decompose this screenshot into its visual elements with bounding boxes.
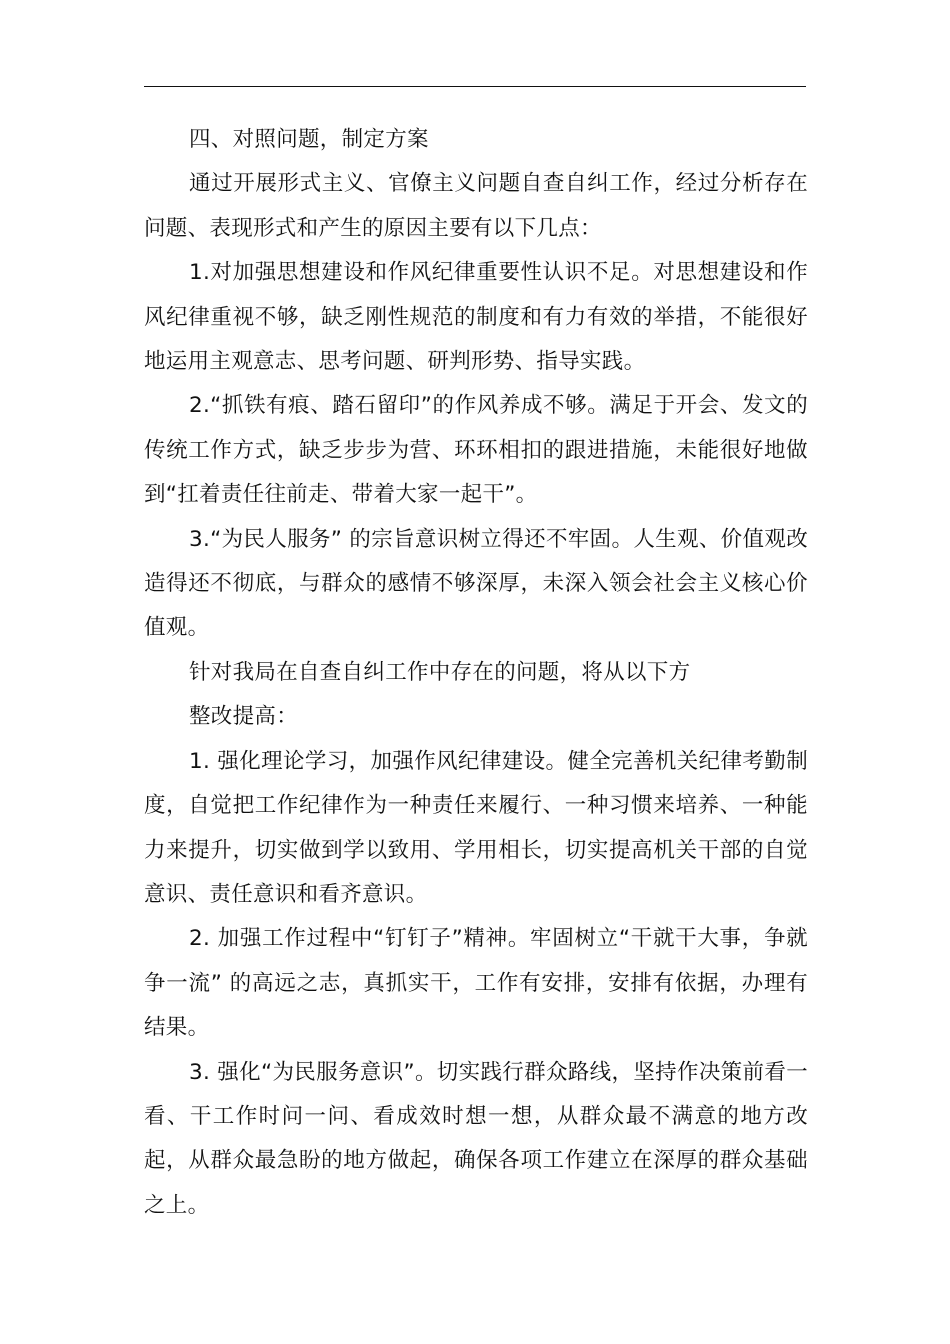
rectification-intro-paragraph: 针对我局在自查自纠工作中存在的问题，将从以下方 (189, 659, 691, 685)
problem-2-paragraph: 2.“抓铁有痕、踏石留印”的作风养成不够。满足于开会、发文的传统工作方式，缺乏步步为营、环环相扣的跟进措施，未能很好地做到“扛着责任往前走、带着大家一起干”。 (144, 393, 808, 508)
rectification-heading: 整改提高： (189, 704, 299, 730)
measure-3-paragraph: 3. 强化“为民服务意识”。切实践行群众路线，坚持作决策前看一看、干工作时问一问、看成效时想一想，从群众最不满意的地方改起，从群众最急盼的地方做起，确保各项工作建立在深厚的群众基础之上。 (144, 1059, 808, 1218)
problem-1-paragraph: 1.对加强思想建设和作风纪律重要性认识不足。对思想建设和作风纪律重视不够，缺乏刚性规范的制度和有力有效的举措，不能很好地运用主观意志、思考问题、研判形势、指导实践。 (144, 260, 808, 375)
section-heading: 四、对照问题，制定方案 (189, 127, 429, 152)
document-body (144, 118, 808, 1228)
measure-1-paragraph: 1. 强化理论学习，加强作风纪律建设。健全完善机关纪律考勤制度，自觉把工作纪律作为一种责任来履行、一种习惯来培养、一种能力来提升，切实做到学以致用、学用相长，切实提高机关干部的自觉意识、责任意识和看齐意识。 (144, 748, 808, 907)
problem-3-paragraph: 3.“为民人服务” 的宗旨意识树立得还不牢固。人生观、价值观改造得还不彻底，与群众的感情不够深厚，未深入领会社会主义核心价值观。 (144, 526, 808, 641)
measure-2-paragraph: 2. 加强工作过程中“钉钉子”精神。牢固树立“干就干大事，争就争一流” 的高远之志，真抓实干，工作有安排，安排有依据，办理有结果。 (144, 926, 808, 1041)
intro-paragraph: 通过开展形式主义、官僚主义问题自查自纠工作，经过分析存在问题、表现形式和产生的原因主要有以下几点： (144, 171, 808, 241)
header-rule (144, 86, 806, 87)
